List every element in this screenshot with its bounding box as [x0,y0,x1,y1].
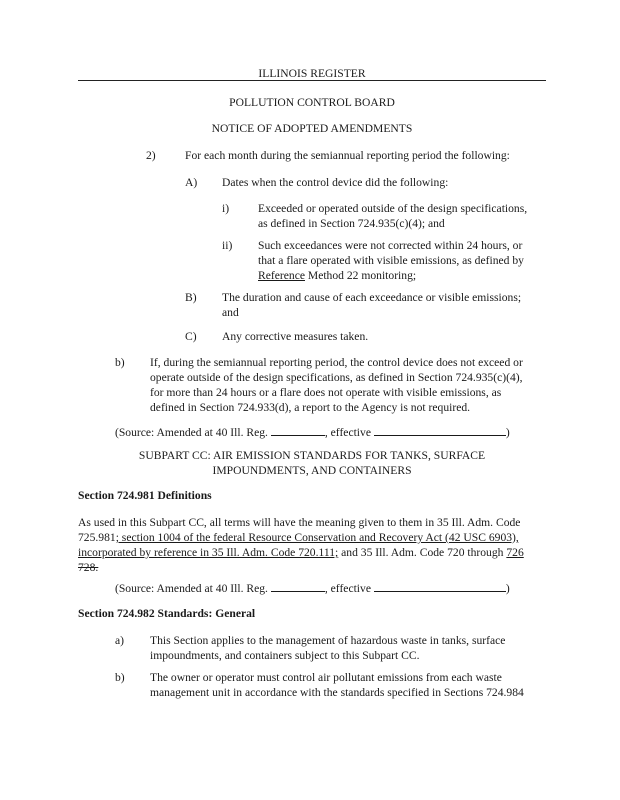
section-981-line3-c: 726 [506,546,524,559]
section-981-heading: Section 724.981 Definitions [78,489,212,502]
section-982-a-line1: This Section applies to the management of hazardous waste in tanks, surface [150,634,506,647]
section-981-line4-struck: 728. [78,561,99,574]
reference-underlined: Reference [258,269,305,282]
section-981-line2-b: ; section 1004 of the federal Resource Conservation and Recovery Act (42 USC 6903), [115,531,519,544]
item-b-line2: operate outside of the design specifications, as defined in Section 724.935(c)(4), [150,371,523,384]
section-982-a-line2: impoundments, and containers subject to this Subpart CC. [150,649,420,662]
source-1-prefix: (Source: Amended at 40 Ill. Reg. [115,426,271,439]
source-1-middle: , effective [324,426,374,439]
source-1-reg-blank [271,424,325,436]
item-2-label: 2) [146,149,156,162]
item-2ai-label: i) [222,202,230,215]
item-b-line1: If, during the semiannual reporting period, the control device does not exceed or [150,356,523,369]
item-2aii-line2: that a flare operated with visible emissions, as defined by [258,254,524,267]
item-b-text [150,355,550,415]
item-2a-label: A) [185,176,198,189]
source-1-date-blank [374,424,506,436]
item-2b-line2: and [222,306,239,319]
item-2aii-line3 [258,268,548,283]
section-981-line3-b: and 35 Ill. Adm. Code 720 through [338,546,507,559]
item-2b-line1: The duration and cause of each exceedance or visible emissions; [222,291,522,304]
source-note-1 [115,424,545,440]
source-2-prefix: (Source: Amended at 40 Ill. Reg. [115,582,271,595]
register-title: ILLINOIS REGISTER [258,67,366,80]
item-2aii-line1: Such exceedances were not corrected within 24 hours, or [258,239,523,252]
item-2c-text: Any corrective measures taken. [222,330,369,343]
item-2c-label: C) [185,330,197,343]
section-981-body [78,515,548,575]
section-981-line1: As used in this Subpart CC, all terms will have the meaning given to them in 35 Ill. Adm. Code [78,516,521,529]
section-981-line3 [78,545,548,560]
item-2ai-line2: as defined in Section 724.935(c)(4); and [258,217,445,230]
source-2-middle: , effective [324,582,374,595]
item-b-label: b) [115,356,125,369]
section-982-b-label: b) [115,671,125,684]
subpart-heading [78,448,546,478]
section-981-line2 [78,530,548,545]
item-2ai-text [258,201,548,231]
section-982-b-line2: management unit in accordance with the standards specified in Sections 724.984 [150,686,524,699]
item-2aii-label: ii) [222,239,233,252]
item-2aii-line3-rest: Method 22 monitoring; [304,269,417,282]
item-2ai-line1: Exceeded or operated outside of the design specifications, [258,202,528,215]
item-2aii-text [258,238,548,283]
notice-title: NOTICE OF ADOPTED AMENDMENTS [211,122,413,135]
section-981-line2-a: 725.981 [78,531,116,544]
source-2-suffix: ) [505,582,510,595]
section-982-heading: Section 724.982 Standards: General [78,607,256,620]
board-title: POLLUTION CONTROL BOARD [229,96,395,109]
item-2b-text [222,290,552,320]
section-981-line3-a: incorporated by reference in 35 Ill. Adm. Code 720.111; [78,546,339,559]
header-rule [78,80,546,81]
section-982-a-text [150,633,550,663]
item-2a-text: Dates when the control device did the following: [222,176,449,189]
section-982-b-text [150,670,550,700]
item-2b-label: B) [185,291,197,304]
section-981-line4 [78,560,548,575]
section-982-b-line1: The owner or operator must control air pollutant emissions from each waste [150,671,502,684]
item-b-line3: for more than 24 hours or a flare does not operate with visible emissions, as [150,386,502,399]
item-2-text: For each month during the semiannual reporting period the following: [185,149,510,162]
item-b-line4: defined in Section 724.933(d), a report to the Agency is not required. [150,401,471,414]
subpart-line1: SUBPART CC: AIR EMISSION STANDARDS FOR TANKS, SURFACE [138,449,486,462]
source-2-reg-blank [271,580,325,592]
subpart-line2: IMPOUNDMENTS, AND CONTAINERS [212,464,412,477]
source-2-date-blank [374,580,506,592]
source-note-2 [115,580,545,596]
source-1-suffix: ) [505,426,510,439]
section-982-a-label: a) [115,634,125,647]
